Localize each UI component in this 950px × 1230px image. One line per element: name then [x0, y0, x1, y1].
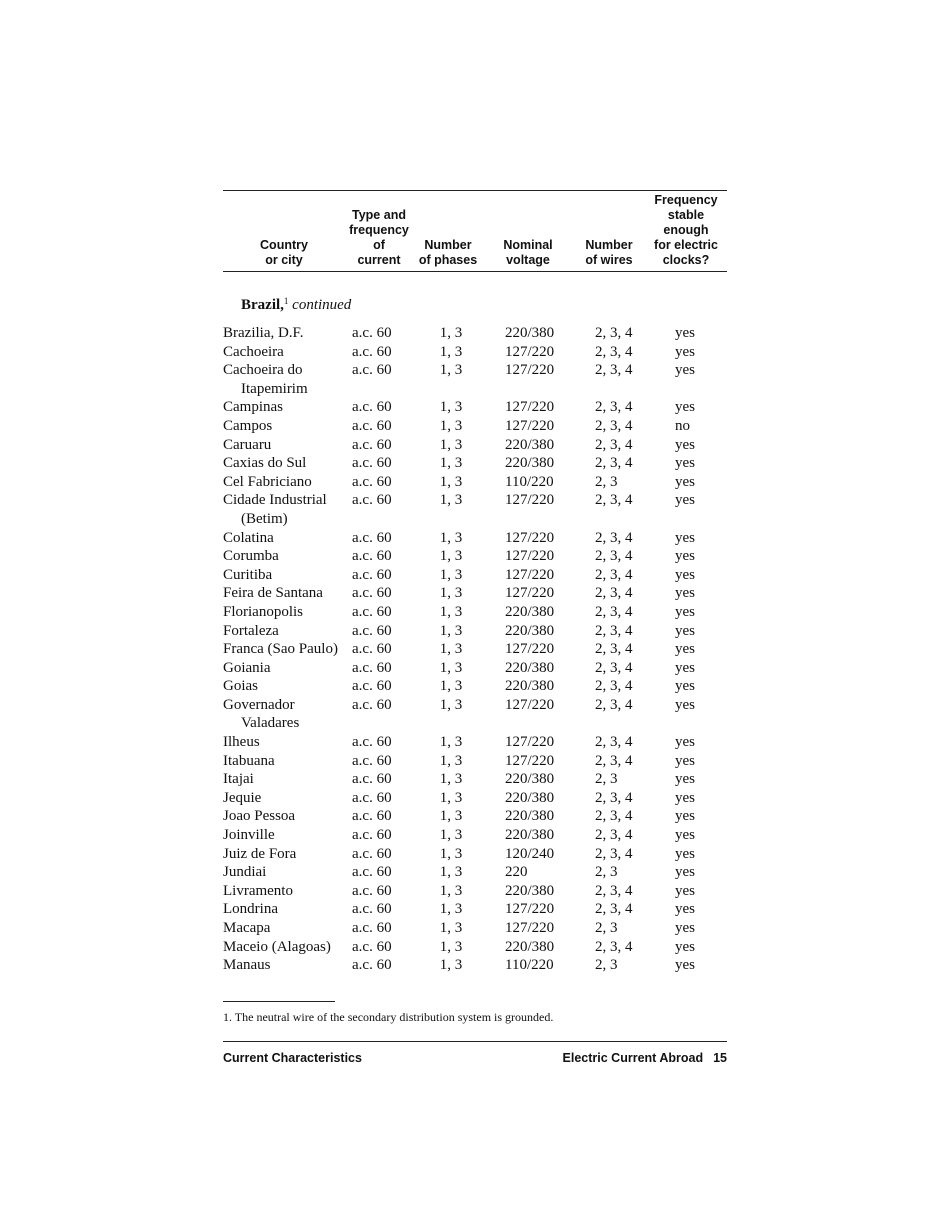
cell-frequency-stable: yes — [675, 343, 695, 360]
cell-voltage: 127/220 — [505, 417, 555, 434]
cell-wires: 2, 3, 4 — [595, 901, 633, 918]
city-name: Florianopolis — [223, 603, 304, 620]
header-line: Number — [424, 238, 472, 252]
table-row — [223, 398, 727, 417]
city-name-continued: Itapemirim — [241, 380, 308, 397]
cell-frequency-stable: yes — [675, 362, 695, 379]
cell-type-frequency: a.c. 60 — [352, 827, 392, 844]
cell-city — [223, 473, 345, 492]
header-line: of — [373, 238, 385, 252]
city-name: Governador — [223, 696, 295, 713]
cell-type-frequency: a.c. 60 — [352, 771, 392, 788]
footnote-text: 1. The neutral wire of the secondary distribution system is grounded. — [223, 1009, 554, 1024]
cell-city — [223, 640, 345, 659]
cell-frequency-stable: yes — [675, 585, 695, 602]
cell-type-frequency: a.c. 60 — [352, 492, 392, 509]
city-name: Fortaleza — [223, 622, 279, 639]
cell-phases: 1, 3 — [439, 343, 463, 360]
cell-type-frequency: a.c. 60 — [352, 343, 392, 360]
cell-frequency-stable: yes — [675, 789, 695, 806]
cell-type-frequency: a.c. 60 — [352, 678, 392, 695]
city-name: Itabuana — [223, 752, 275, 769]
footnote-mark: 1 — [283, 296, 289, 306]
cell-frequency-stable: yes — [675, 641, 695, 658]
cell-phases: 1, 3 — [439, 641, 463, 658]
cell-phases: 1, 3 — [439, 548, 463, 565]
cell-voltage: 127/220 — [505, 641, 555, 658]
cell-voltage: 220/380 — [505, 436, 555, 453]
cell-phases: 1, 3 — [439, 920, 463, 936]
header-line: for electric — [654, 238, 718, 252]
table-row — [223, 956, 727, 975]
cell-phases: 1, 3 — [439, 864, 463, 881]
footer-rule — [223, 1041, 727, 1042]
cell-voltage: 127/220 — [505, 752, 555, 769]
data-table — [223, 324, 727, 975]
city-name: Caruaru — [223, 436, 272, 453]
cell-city — [223, 436, 345, 455]
header-bottom-rule — [223, 271, 727, 272]
cell-phases: 1, 3 — [439, 808, 463, 825]
table-row — [223, 900, 727, 919]
table-row — [223, 343, 727, 362]
section-country: Brazil, — [241, 297, 284, 313]
cell-wires: 2, 3, 4 — [595, 603, 633, 620]
cell-wires: 2, 3, 4 — [595, 678, 633, 695]
cell-frequency-stable: yes — [675, 436, 695, 453]
table-row — [223, 770, 727, 789]
cell-frequency-stable: yes — [675, 603, 695, 620]
cell-voltage: 110/220 — [505, 473, 554, 490]
header-line: of phases — [418, 253, 478, 267]
cell-phases: 1, 3 — [439, 659, 463, 676]
cell-city — [223, 324, 345, 343]
table-row — [223, 863, 727, 882]
header-line: or city — [265, 253, 303, 267]
cell-type-frequency: a.c. 60 — [352, 938, 392, 955]
cell-frequency-stable: yes — [675, 492, 695, 509]
cell-phases: 1, 3 — [439, 957, 463, 974]
cell-phases: 1, 3 — [439, 696, 463, 713]
cell-type-frequency: a.c. 60 — [352, 696, 392, 713]
cell-city — [223, 584, 345, 603]
table-row — [223, 938, 727, 957]
footer-book-title-group — [563, 1051, 727, 1065]
cell-voltage: 127/220 — [505, 399, 555, 416]
table-row — [223, 473, 727, 492]
cell-type-frequency: a.c. 60 — [352, 455, 392, 472]
cell-type-frequency: a.c. 60 — [352, 548, 392, 565]
cell-wires: 2, 3, 4 — [595, 696, 633, 713]
cell-wires: 2, 3 — [595, 957, 618, 974]
table-row — [223, 640, 727, 659]
cell-wires: 2, 3, 4 — [595, 734, 633, 751]
cell-frequency-stable: yes — [675, 678, 695, 695]
cell-city — [223, 826, 345, 845]
header-frequency-stable — [645, 191, 727, 268]
cell-city — [223, 659, 345, 678]
cell-city — [223, 417, 345, 436]
cell-voltage: 127/220 — [505, 343, 555, 360]
cell-phases: 1, 3 — [439, 771, 463, 788]
city-name: Macapa — [223, 920, 271, 936]
cell-type-frequency: a.c. 60 — [352, 752, 392, 769]
table-row — [223, 733, 727, 752]
cell-voltage: 220/380 — [505, 455, 555, 472]
city-name: Londrina — [223, 901, 278, 918]
cell-phases: 1, 3 — [439, 473, 463, 490]
cell-voltage: 220/380 — [505, 938, 555, 955]
cell-wires: 2, 3 — [595, 473, 618, 490]
cell-wires: 2, 3, 4 — [595, 492, 633, 509]
cell-type-frequency: a.c. 60 — [352, 566, 392, 583]
cell-voltage: 220/380 — [505, 659, 555, 676]
cell-city — [223, 752, 345, 771]
city-name: Joao Pessoa — [223, 808, 296, 825]
cell-frequency-stable: yes — [675, 696, 695, 713]
header-line: Type and — [352, 208, 406, 222]
cell-wires: 2, 3, 4 — [595, 827, 633, 844]
cell-city — [223, 343, 345, 362]
cell-type-frequency: a.c. 60 — [352, 864, 392, 881]
cell-wires: 2, 3, 4 — [595, 417, 633, 434]
cell-type-frequency: a.c. 60 — [352, 734, 392, 751]
header-line: Number — [585, 238, 633, 252]
city-name: Jequie — [223, 789, 262, 806]
cell-city — [223, 789, 345, 808]
cell-frequency-stable: yes — [675, 548, 695, 565]
cell-voltage: 220 — [505, 864, 528, 881]
header-phases — [413, 191, 483, 268]
cell-voltage: 127/220 — [505, 529, 555, 546]
cell-phases: 1, 3 — [439, 566, 463, 583]
cell-city — [223, 696, 345, 733]
cell-wires: 2, 3, 4 — [595, 752, 633, 769]
table-row — [223, 603, 727, 622]
cell-voltage: 220/380 — [505, 882, 555, 899]
document-page — [223, 190, 727, 1067]
cell-voltage: 220/380 — [505, 622, 555, 639]
cell-phases: 1, 3 — [439, 678, 463, 695]
cell-wires: 2, 3, 4 — [595, 622, 633, 639]
cell-phases: 1, 3 — [439, 529, 463, 546]
header-line: frequency — [349, 223, 409, 237]
cell-city — [223, 454, 345, 473]
cell-wires: 2, 3, 4 — [595, 585, 633, 602]
cell-type-frequency: a.c. 60 — [352, 808, 392, 825]
cell-wires: 2, 3, 4 — [595, 659, 633, 676]
header-line: of wires — [585, 253, 633, 267]
cell-wires: 2, 3, 4 — [595, 789, 633, 806]
city-name: Juiz de Fora — [223, 845, 297, 862]
city-name: Jundiai — [223, 864, 267, 881]
cell-wires: 2, 3, 4 — [595, 882, 633, 899]
cell-wires: 2, 3, 4 — [595, 325, 633, 341]
cell-city — [223, 677, 345, 696]
cell-frequency-stable: yes — [675, 473, 695, 490]
cell-type-frequency: a.c. 60 — [352, 882, 392, 899]
header-line: Frequency — [654, 193, 718, 207]
table-row — [223, 454, 727, 473]
cell-type-frequency: a.c. 60 — [352, 603, 392, 620]
cell-wires: 2, 3, 4 — [595, 399, 633, 416]
cell-type-frequency: a.c. 60 — [352, 473, 392, 490]
table-row — [223, 696, 727, 733]
cell-voltage: 120/240 — [505, 845, 555, 862]
cell-voltage: 127/220 — [505, 901, 555, 918]
cell-city — [223, 882, 345, 901]
cell-phases: 1, 3 — [439, 882, 463, 899]
cell-type-frequency: a.c. 60 — [352, 957, 392, 974]
header-line: stable enough — [663, 208, 709, 237]
header-voltage — [483, 191, 573, 268]
table-row — [223, 417, 727, 436]
cell-phases: 1, 3 — [439, 938, 463, 955]
cell-city — [223, 938, 345, 957]
city-name: Itajai — [223, 771, 254, 788]
table-row — [223, 324, 727, 343]
cell-frequency-stable: yes — [675, 882, 695, 899]
cell-phases: 1, 3 — [439, 455, 463, 472]
cell-wires: 2, 3, 4 — [595, 938, 633, 955]
cell-phases: 1, 3 — [439, 417, 463, 434]
table-row — [223, 845, 727, 864]
table-header — [223, 191, 727, 268]
header-line: voltage — [506, 253, 550, 267]
cell-city — [223, 603, 345, 622]
city-name: Feira de Santana — [223, 585, 323, 602]
header-line: Nominal — [503, 238, 553, 252]
table-row — [223, 547, 727, 566]
cell-phases: 1, 3 — [439, 845, 463, 862]
cell-frequency-stable: yes — [675, 752, 695, 769]
table-row — [223, 622, 727, 641]
section-heading — [241, 296, 727, 314]
section-continued: continued — [292, 297, 352, 313]
city-name: Curitiba — [223, 566, 273, 583]
cell-phases: 1, 3 — [439, 603, 463, 620]
cell-frequency-stable: yes — [675, 455, 695, 472]
table-row — [223, 659, 727, 678]
cell-voltage: 220/380 — [505, 325, 555, 341]
city-name: Joinville — [223, 827, 275, 844]
city-name: Cachoeira do — [223, 362, 303, 379]
cell-type-frequency: a.c. 60 — [352, 659, 392, 676]
cell-wires: 2, 3, 4 — [595, 548, 633, 565]
table-row — [223, 789, 727, 808]
table-row — [223, 752, 727, 771]
table-row — [223, 882, 727, 901]
table-row — [223, 436, 727, 455]
cell-wires: 2, 3, 4 — [595, 455, 633, 472]
city-name: Campinas — [223, 399, 283, 416]
city-name-continued: Valadares — [241, 715, 300, 732]
cell-frequency-stable: yes — [675, 325, 695, 341]
cell-type-frequency: a.c. 60 — [352, 641, 392, 658]
cell-city — [223, 622, 345, 641]
city-name: Colatina — [223, 529, 274, 546]
city-name-continued: (Betim) — [241, 510, 288, 527]
cell-wires: 2, 3, 4 — [595, 343, 633, 360]
cell-frequency-stable: yes — [675, 901, 695, 918]
cell-type-frequency: a.c. 60 — [352, 417, 392, 434]
cell-voltage: 127/220 — [505, 548, 555, 565]
cell-city — [223, 361, 345, 398]
cell-voltage: 220/380 — [505, 678, 555, 695]
cell-type-frequency: a.c. 60 — [352, 436, 392, 453]
footer-section-title: Current Characteristics — [223, 1050, 362, 1065]
cell-voltage: 220/380 — [505, 827, 555, 844]
cell-voltage: 127/220 — [505, 696, 555, 713]
header-type-frequency — [345, 191, 413, 268]
cell-frequency-stable: yes — [675, 566, 695, 583]
table-row — [223, 491, 727, 528]
cell-frequency-stable: yes — [675, 864, 695, 881]
cell-wires: 2, 3, 4 — [595, 808, 633, 825]
cell-phases: 1, 3 — [439, 901, 463, 918]
cell-type-frequency: a.c. 60 — [352, 789, 392, 806]
table-row — [223, 361, 727, 398]
header-line: current — [357, 253, 401, 267]
city-name: Manaus — [223, 957, 271, 974]
cell-phases: 1, 3 — [439, 325, 463, 341]
cell-city — [223, 863, 345, 882]
cell-type-frequency: a.c. 60 — [352, 901, 392, 918]
cell-frequency-stable: yes — [675, 845, 695, 862]
cell-city — [223, 770, 345, 789]
city-name: Caxias do Sul — [223, 455, 307, 472]
cell-wires: 2, 3, 4 — [595, 641, 633, 658]
city-name: Livramento — [223, 882, 293, 899]
city-name: Goias — [223, 678, 258, 695]
cell-city — [223, 566, 345, 585]
cell-voltage: 127/220 — [505, 362, 555, 379]
cell-voltage: 220/380 — [505, 808, 555, 825]
cell-wires: 2, 3, 4 — [595, 529, 633, 546]
cell-frequency-stable: yes — [675, 957, 695, 974]
header-country — [223, 191, 345, 268]
cell-voltage: 127/220 — [505, 920, 555, 936]
table-row — [223, 919, 727, 938]
cell-voltage: 220/380 — [505, 603, 555, 620]
cell-phases: 1, 3 — [439, 585, 463, 602]
cell-type-frequency: a.c. 60 — [352, 325, 392, 341]
cell-frequency-stable: yes — [675, 920, 695, 936]
cell-voltage: 127/220 — [505, 566, 555, 583]
cell-frequency-stable: yes — [675, 771, 695, 788]
cell-phases: 1, 3 — [439, 734, 463, 751]
cell-city — [223, 398, 345, 417]
page-footer — [223, 1051, 727, 1067]
footer-book-title: Electric Current Abroad — [562, 1050, 704, 1065]
cell-wires: 2, 3 — [595, 920, 618, 936]
city-name: Cidade Industrial — [223, 492, 327, 509]
cell-phases: 1, 3 — [439, 789, 463, 806]
cell-voltage: 127/220 — [505, 585, 555, 602]
table-row — [223, 584, 727, 603]
header-line: clocks? — [662, 253, 710, 267]
cell-wires: 2, 3 — [595, 771, 618, 788]
header-line: Country — [260, 238, 308, 252]
cell-phases: 1, 3 — [439, 492, 463, 509]
cell-city — [223, 807, 345, 826]
cell-phases: 1, 3 — [439, 399, 463, 416]
cell-voltage: 127/220 — [505, 734, 555, 751]
cell-type-frequency: a.c. 60 — [352, 845, 392, 862]
cell-voltage: 220/380 — [505, 771, 555, 788]
cell-wires: 2, 3, 4 — [595, 845, 633, 862]
cell-voltage: 127/220 — [505, 492, 555, 509]
city-name: Campos — [223, 417, 273, 434]
footnote-rule — [223, 1001, 335, 1002]
cell-frequency-stable: yes — [675, 399, 695, 416]
cell-type-frequency: a.c. 60 — [352, 362, 392, 379]
cell-frequency-stable: yes — [675, 938, 695, 955]
cell-type-frequency: a.c. 60 — [352, 399, 392, 416]
page-number: 15 — [713, 1050, 727, 1065]
table-row — [223, 677, 727, 696]
cell-frequency-stable: no — [675, 417, 690, 434]
cell-phases: 1, 3 — [439, 362, 463, 379]
city-name: Goiania — [223, 659, 271, 676]
city-name: Brazilia, D.F. — [223, 325, 304, 341]
cell-frequency-stable: yes — [675, 808, 695, 825]
cell-wires: 2, 3, 4 — [595, 362, 633, 379]
cell-city — [223, 919, 345, 938]
cell-phases: 1, 3 — [439, 622, 463, 639]
cell-phases: 1, 3 — [439, 436, 463, 453]
cell-wires: 2, 3, 4 — [595, 436, 633, 453]
table-row — [223, 566, 727, 585]
cell-city — [223, 491, 345, 528]
cell-wires: 2, 3, 4 — [595, 566, 633, 583]
city-name: Corumba — [223, 548, 279, 565]
city-name: Cachoeira — [223, 343, 284, 360]
city-name: Cel Fabriciano — [223, 473, 312, 490]
table-row — [223, 529, 727, 548]
cell-type-frequency: a.c. 60 — [352, 585, 392, 602]
table-row — [223, 826, 727, 845]
cell-city — [223, 845, 345, 864]
city-name: Ilheus — [223, 734, 260, 751]
cell-voltage: 220/380 — [505, 789, 555, 806]
cell-city — [223, 547, 345, 566]
city-name: Maceio (Alagoas) — [223, 938, 331, 955]
table-row — [223, 807, 727, 826]
cell-frequency-stable: yes — [675, 734, 695, 751]
cell-frequency-stable: yes — [675, 659, 695, 676]
cell-type-frequency: a.c. 60 — [352, 529, 392, 546]
city-name: Franca (Sao Paulo) — [223, 641, 338, 658]
cell-type-frequency: a.c. 60 — [352, 622, 392, 639]
cell-frequency-stable: yes — [675, 827, 695, 844]
cell-city — [223, 733, 345, 752]
header-wires — [573, 191, 645, 268]
cell-type-frequency: a.c. 60 — [352, 920, 392, 936]
cell-city — [223, 956, 345, 975]
cell-voltage: 110/220 — [505, 957, 554, 974]
cell-frequency-stable: yes — [675, 529, 695, 546]
cell-phases: 1, 3 — [439, 752, 463, 769]
cell-city — [223, 529, 345, 548]
cell-frequency-stable: yes — [675, 622, 695, 639]
cell-phases: 1, 3 — [439, 827, 463, 844]
cell-wires: 2, 3 — [595, 864, 618, 881]
cell-city — [223, 900, 345, 919]
